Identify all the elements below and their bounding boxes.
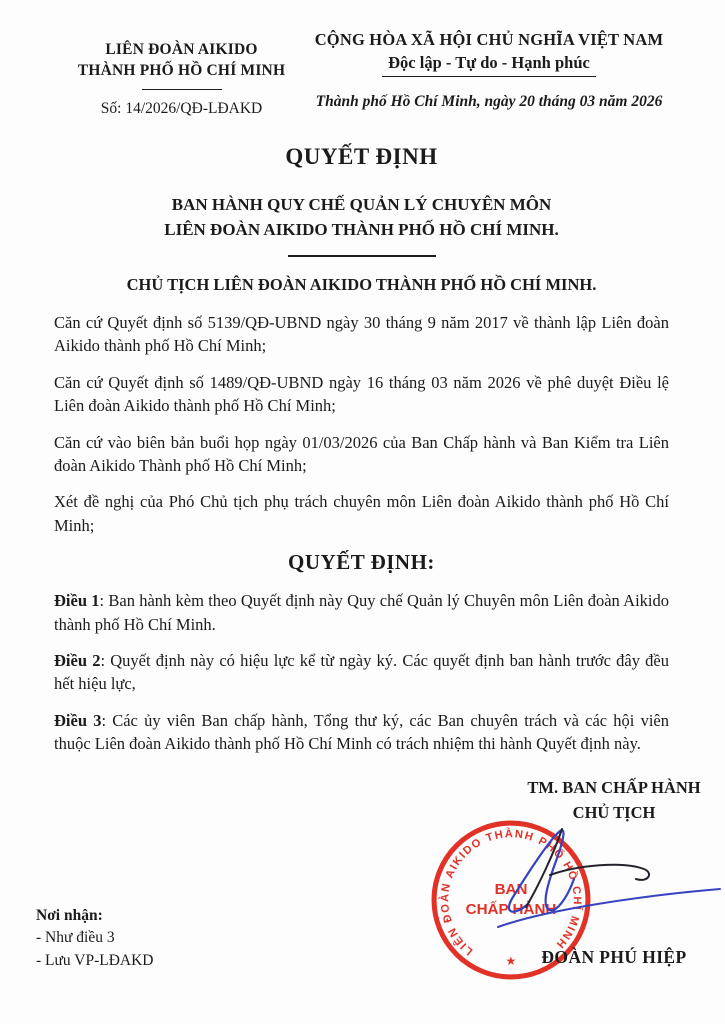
articles-section — [54, 589, 669, 756]
national-motto-line1: CỘNG HÒA XÃ HỘI CHỦ NGHĨA VIỆT NAM — [314, 30, 664, 49]
recipients-block — [36, 905, 153, 972]
authority-heading: CHỦ TỊCH LIÊN ĐOÀN AIKIDO THÀNH PHỐ HỒ CHÍ MINH. — [126, 274, 597, 294]
stamp-star-icon: ★ — [505, 953, 517, 968]
article-1-text: : Ban hành kèm theo Quyết định này Quy chế Quản lý Chuyên môn Liên đoàn Aikido thành phố Hồ Chí Minh. — [54, 591, 669, 634]
place-date-line: Thành phố Hồ Chí Minh, ngày 20 tháng 03 năm 2026 — [315, 93, 663, 110]
document-subtitle-line1: BAN HÀNH QUY CHẾ QUẢN LÝ CHUYÊN MÔN — [171, 194, 552, 214]
signature-stroke-blue-tail — [498, 889, 720, 927]
preamble-paragraph: Căn cứ Quyết định số 5139/QĐ-UBND ngày 30 tháng 9 năm 2017 về thành lập Liên đoàn Aikido thành phố Hồ Chí Minh; — [54, 312, 669, 356]
article-2 — [54, 649, 669, 696]
handwritten-signature — [458, 809, 724, 939]
national-header-block — [309, 30, 669, 118]
document-subtitle — [54, 192, 669, 243]
recipients-label: Nơi nhận: — [36, 906, 103, 924]
issuing-org-block — [54, 30, 309, 118]
signature-title-line: CHỦ TỊCH — [572, 803, 656, 823]
stamp-center-line1: BAN — [494, 880, 528, 898]
org-name-line2: THÀNH PHỐ HỒ CHÍ MINH — [77, 61, 286, 79]
signature-stroke-dark-curve — [550, 864, 649, 879]
article-3-text: : Các ủy viên Ban chấp hành, Tổng thư ký, các Ban chuyên trách và các hội viên thuộc Liên đoàn Aikido thành phố Hồ Chí Minh có trách nhiệm thi hành Quyết định này. — [54, 710, 669, 754]
org-name-line1: LIÊN ĐOÀN AIKIDO — [105, 41, 258, 58]
article-1 — [54, 589, 669, 636]
preamble-paragraph: Căn cứ vào biên bản buổi họp ngày 01/03/2026 của Ban Chấp hành và Ban Kiểm tra Liên đoàn Aikido Thành phố Hồ Chí Minh; — [54, 432, 669, 475]
preamble-section — [54, 311, 669, 537]
article-3-label: Điều 3 — [54, 710, 102, 730]
signer-name: ĐOÀN PHÚ HIỆP — [541, 946, 687, 967]
decision-heading: QUYẾT ĐỊNH: — [288, 550, 435, 575]
document-title: QUYẾT ĐỊNH — [285, 143, 438, 169]
stamp-center-line2: CHẤP HÀNH — [465, 900, 557, 918]
signature-authority-line: TM. BAN CHẤP HÀNH — [527, 777, 701, 797]
national-motto-line2: Độc lập - Tự do - Hạnh phúc — [382, 53, 596, 77]
title-divider — [288, 255, 436, 257]
recipient-item: - Lưu VP-LĐAKD — [36, 951, 154, 969]
article-3 — [54, 709, 669, 756]
article-2-text: : Quyết định này có hiệu lực kể từ ngày ký. Các quyết định ban hành trước đây đều hết hiệu lực, — [54, 651, 669, 694]
preamble-paragraph: Xét đề nghị của Phó Chủ tịch phụ trách chuyên môn Liên đoàn Aikido thành phố Hồ Chí Minh; — [54, 492, 669, 535]
document-number: Số: 14/2026/QĐ-LĐAKD — [100, 99, 263, 117]
recipient-item: - Như điều 3 — [36, 929, 115, 947]
org-underline — [142, 89, 222, 90]
document-subtitle-line2: LIÊN ĐOÀN AIKIDO THÀNH PHỐ HỒ CHÍ MINH. — [164, 220, 559, 240]
signature-area — [36, 769, 701, 1024]
article-1-label: Điều 1 — [54, 591, 100, 611]
stamp-ring-text: LIÊN ĐOÀN AIKIDO THÀNH PHỐ HỒ CHÍ MINH — [439, 827, 583, 958]
article-2-label: Điều 2 — [54, 651, 101, 671]
preamble-paragraph: Căn cứ Quyết định số 1489/QĐ-UBND ngày 16 tháng 03 năm 2026 về phê duyệt Điều lệ Liên đoàn Aikido thành phố Hồ Chí Minh; — [54, 372, 669, 416]
document-header — [54, 30, 669, 118]
